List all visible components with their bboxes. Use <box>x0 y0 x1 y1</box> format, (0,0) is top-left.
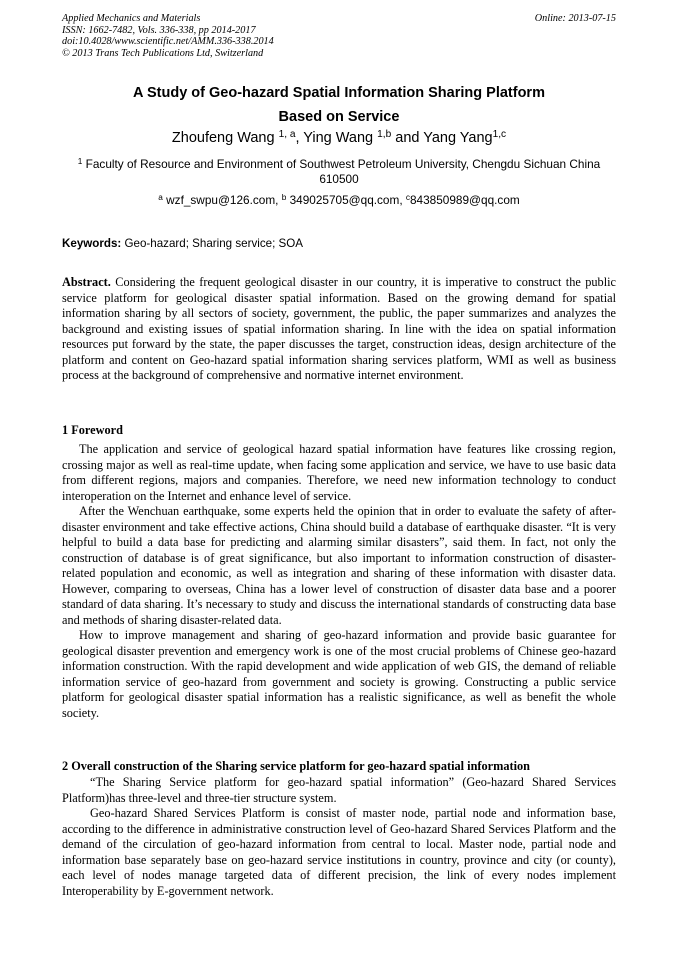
author-list <box>62 129 616 148</box>
affiliation <box>62 157 616 187</box>
author-superscript: 1,b <box>377 128 392 140</box>
section-body <box>62 442 616 721</box>
title-line-2: Based on Service <box>278 109 400 125</box>
author-separator: and <box>391 130 424 146</box>
title-line-1: A Study of Geo-hazard Spatial Information Sharing Platform <box>133 85 545 101</box>
abstract-label: Abstract. <box>62 275 111 289</box>
paragraph: The application and service of geological hazard spatial information have features like crossing region, crossing major as well as real-time update, when facing some application and service, we have to use basic data from different regions, majors and companies. Therefore, we need new information technology to conduct interoperation on the Internet and enhance level of service. <box>62 442 616 503</box>
email-link[interactable]: 349025705@qq.com, <box>286 193 406 207</box>
journal-doi: doi:10.4028/www.scientific.net/AMM.336-338.2014 <box>62 36 274 48</box>
author-name: Zhoufeng Wang <box>171 130 275 146</box>
section-heading: 1 Foreword <box>62 423 123 437</box>
paragraph: After the Wenchuan earthquake, some experts held the opinion that in order to evaluate the safety of after-disaster environment and take effective actions, China should build a database of earthquake disaster. “It is very helpful to build a data base for predicting and alarming similar disasters”, said them. In fact, not only the construction of database is of great significance, but also important to information construction of disaster-related population and economic, as well as integration and sharing of these information with disaster data. However, comparing to overseas, China has a lower level of construction of disaster data base and a poorer standard of data sharing. It’s necessary to study and discuss the international standards of constructing data base and methods of sharing disaster-related data. <box>62 504 616 627</box>
journal-header <box>62 13 616 59</box>
journal-name: Applied Mechanics and Materials <box>62 13 201 24</box>
author-emails <box>62 193 616 208</box>
online-date: Online: 2013-07-15 <box>534 13 616 24</box>
journal-issn: ISSN: 1662-7482, Vols. 336-338, pp 2014-2017 <box>62 24 256 36</box>
email-superscript: a <box>158 192 163 202</box>
author-name: Ying Wang <box>303 130 374 146</box>
email-link[interactable]: wzf_swpu@126.com, <box>162 193 282 207</box>
email-superscript: c <box>405 192 410 202</box>
email-superscript: b <box>281 192 287 202</box>
section-heading: 2 Overall construction of the Sharing service platform for geo-hazard spatial information <box>62 759 531 773</box>
abstract <box>62 275 616 384</box>
author-separator: , <box>295 130 304 146</box>
paragraph: How to improve management and sharing of geo-hazard information and provide basic guarantee for geological disaster prevention and emergency work is one of the most crucial problems of Chinese geo-hazard information construction. With the rapid development and wide application of web GIS, the demand of reliable information service of geo-hazard from government and society is growing. Constructing a public service platform for geological disaster spatial information has a realistic significance, as well as benefit the whole society. <box>62 628 616 720</box>
keywords-text: Geo-hazard; Sharing service; SOA <box>121 237 303 250</box>
journal-copyright: © 2013 Trans Tech Publications Ltd, Switzerland <box>62 47 264 59</box>
author-name: Yang Yang <box>423 130 493 146</box>
email-link[interactable]: 843850989@qq.com <box>410 193 520 207</box>
section-body <box>62 775 616 899</box>
affiliation-text: Faculty of Resource and Environment of Southwest Petroleum University, Chengdu Sichuan China 610500 <box>82 157 601 186</box>
keywords-label: Keywords: <box>62 237 122 250</box>
author-superscript: 1, a <box>278 128 296 140</box>
abstract-text: Considering the frequent geological disaster in our country, it is imperative to construct the public service platform for geological disaster spatial information. Based on the growing demand for spatial information sharing by all sectors of society, government, the public, the paper summarizes and analyzes the background and existing issues of spatial information sharing. In line with the idea on spatial information resources put forward by the state, the paper discusses the target, construction ideas, design architecture of the platform and content on Geo-hazard spatial information sharing services platform, WMI as well as business process at the background of comprehensive and normative internet environment. <box>62 275 616 382</box>
keywords <box>62 236 616 251</box>
paragraph: “The Sharing Service platform for geo-hazard spatial information” (Geo-hazard Shared Services Platform)has three-level and three-tier structure system. <box>62 775 616 805</box>
paragraph: Geo-hazard Shared Services Platform is consist of master node, partial node and information base, according to the difference in administrative construction level of Geo-hazard Shared Services Platform and the demand of the circulation of geo-hazard information from central to local. Master node, partial node and information base separately base on geo-hazard service institutions in country, province and city (or county), each level of nodes manage targeted data of different precision, the link of every nodes implement Interoperability by E-government network. <box>62 806 616 898</box>
author-superscript: 1,c <box>492 128 507 140</box>
paper-title <box>62 81 616 129</box>
affiliation-superscript: 1 <box>77 156 83 166</box>
